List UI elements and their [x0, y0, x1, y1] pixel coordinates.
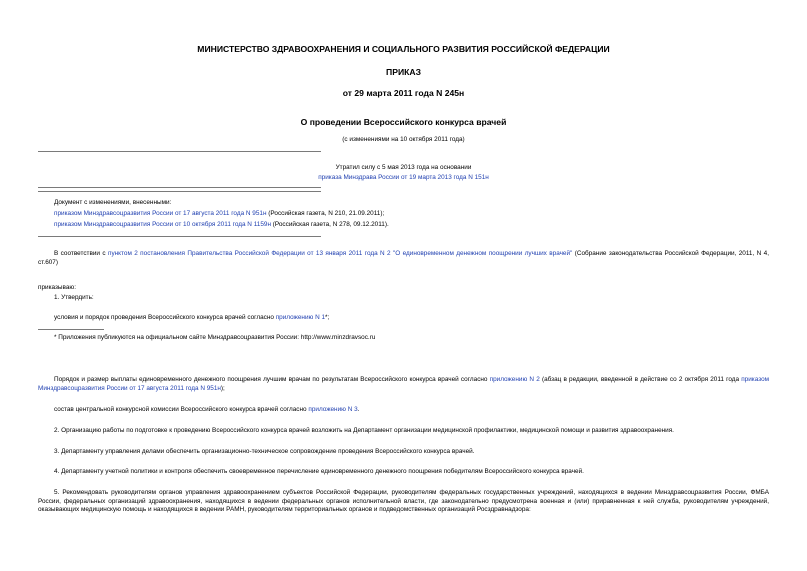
- divider: [38, 236, 321, 237]
- ministry-heading: МИНИСТЕРСТВО ЗДРАВООХРАНЕНИЯ И СОЦИАЛЬНОГО РАЗВИТИЯ РОССИЙСКОЙ ФЕДЕРАЦИИ: [197, 44, 610, 54]
- order-word: приказываю:: [38, 284, 76, 291]
- amendment-item: [54, 221, 389, 230]
- order-951n-link[interactable]: приказом Минздравсоцразвития России от 17 августа 2011 года N 951н: [38, 376, 770, 392]
- paragraph-1c: [54, 406, 359, 415]
- paragraph-1a: [54, 314, 329, 323]
- appendix-3-link[interactable]: приложению N 3: [308, 406, 358, 413]
- paragraph-text: условия и порядок проведения Всероссийского конкурса врачей согласно: [54, 314, 276, 321]
- amendment-source: (Российская газета, N 210, 21.09.2011);: [266, 210, 385, 217]
- date-number-heading: от 29 марта 2011 года N 245н: [342, 88, 465, 98]
- divider: [38, 191, 321, 192]
- amendment-link[interactable]: приказом Минздравсоцразвития России от 10 октября 2011 года N 1159н: [54, 221, 271, 228]
- paragraph-4: 4. Департаменту учетной политики и контроля обеспечить своевременное перечисление единовременного денежного поощрения победителям Всероссийского конкурса врачей.: [54, 468, 584, 475]
- paragraph-text: );: [220, 384, 225, 392]
- footnote: * Приложения публикуются на официальном сайте Минздравсоцразвития России: http://www.minzdravsoc.ru: [54, 334, 376, 341]
- paragraph-text: *;: [325, 314, 330, 321]
- repeal-status: Утратил силу с 5 мая 2013 года на основании: [335, 164, 472, 171]
- paragraph-1: 1. Утвердить:: [54, 294, 94, 301]
- repeal-order-link[interactable]: приказа Минздрава России от 19 марта 2013 года N 151н: [318, 174, 489, 181]
- government-decree-link[interactable]: пунктом 2 постановления Правительства Российской Федерации от 13 января 2011 года N 2 "О единовременном денежном поощрении лучших врачей": [107, 250, 573, 257]
- preamble-text: (Собрание законодательства Российской Федерации, 2011, N 4, ст.607): [38, 250, 769, 266]
- paragraph-text: состав центральной конкурсной комиссии Всероссийского конкурса врачей согласно: [54, 406, 309, 413]
- paragraph-2: 2. Организацию работы по подготовке к проведению Всероссийского конкурса врачей возложить на Департамент организации медицинской профилактики, медицинской помощи и развития здравоохранения.: [54, 427, 674, 434]
- paragraph-text: (абзац в редакции, введенной в действие со 2 октября 2011 года: [539, 376, 742, 383]
- divider: [38, 151, 321, 152]
- footnote-divider: [38, 329, 104, 330]
- amendment-source: (Российская газета, N 278, 09.12.2011).: [270, 221, 389, 228]
- paragraph-5: 5. Рекомендовать руководителям органов управления здравоохранением субъектов Российской Федерации, руководителям федеральных государственных учреждений, находящихся в ведении Минздравсоцразвития России, ФМБА России, федеральных организаций здравоохранения, находящихся в ведении федеральных органов исполнительной власти, где законодательно предусмотрена военная и (или) приравненная к ней служба, руководителям учреждений, оказывающих медицинскую помощь и находящихся в ведении РАМН, руководителям территориальных органов и подведомственных организаций Росздравнадзора:: [38, 489, 769, 514]
- divider: [38, 187, 321, 188]
- document-title: О проведении Всероссийского конкурса врачей: [300, 117, 507, 127]
- paragraph-1b: [38, 376, 769, 393]
- paragraph-text: Порядок и размер выплаты единовременного денежного поощрения лучшим врачам по результатам Всероссийского конкурса врачей согласно: [54, 376, 490, 383]
- preamble-paragraph: [38, 250, 769, 267]
- preamble-text: В соответствии с: [54, 250, 108, 257]
- appendix-1-link[interactable]: приложению N 1: [275, 314, 326, 321]
- amendments-intro: Документ с изменениями, внесенными:: [54, 199, 172, 206]
- paragraph-text: .: [357, 406, 360, 413]
- amendment-link[interactable]: приказом Минздравсоцразвития России от 17 августа 2011 года N 951н: [54, 210, 267, 217]
- changes-note: (с изменениями на 10 октября 2011 года): [342, 136, 465, 143]
- paragraph-3: 3. Департаменту управления делами обеспечить организационно-техническое сопровождение проведения Всероссийского конкурса врачей.: [54, 448, 475, 455]
- amendment-item: [54, 210, 384, 219]
- appendix-2-link[interactable]: приложению N 2: [489, 376, 540, 383]
- doc-type-heading: ПРИКАЗ: [386, 67, 421, 77]
